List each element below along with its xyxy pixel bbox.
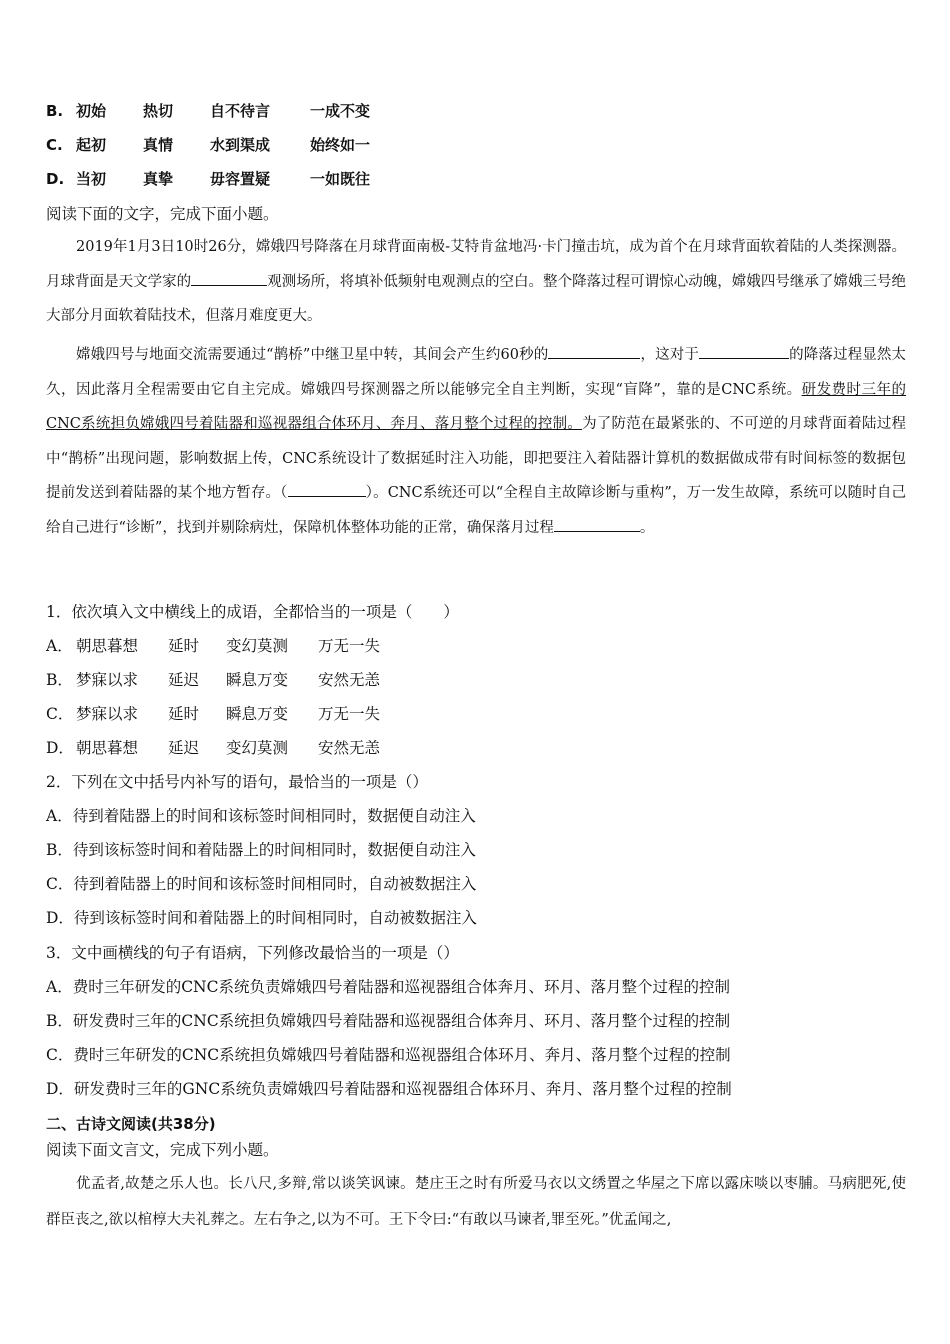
fill-blank-3 [699,344,789,359]
option-word-3: 瞬息万变 [226,705,289,723]
option-word-1: 朝思暮想 [76,637,139,655]
option-word-3: 水到渠成 [210,136,271,154]
passage-text: ）。CNC系统还可以“全程自主故障诊断与重构”，万一发生故障，系统可以随时自己给自己进行“诊断”，找到并剔除病灶，保障机体整体功能的正常，确保落月过程 [46,485,906,536]
option-word-4: 一成不变 [310,102,371,120]
passage-text: ，这对于 [640,347,700,363]
option-word-1: 梦寐以求 [76,705,139,723]
section-2-instruction: 阅读下面文言文，完成下列小题。 [46,1141,279,1159]
option-word-3: 瞬息万变 [226,671,289,689]
fill-blank-4 [554,517,640,532]
option-label: B． [46,671,73,689]
passage-paragraph-2 [46,338,906,545]
option-word-3: 毋容置疑 [210,170,271,188]
option-label: A． [46,637,73,655]
option-word-1: 初始 [76,102,107,120]
option-label: C． [46,705,74,723]
passage-text: 的降落过程显然太久，因此落月全程需要由它自主完成。嫦娥四号探测器之所以能够完全自主判断，实现“盲降”，靠的是CNC系统。 [46,347,907,398]
question-1-option-b [46,670,380,690]
option-word-1: 梦寐以求 [76,671,139,689]
option-word-3: 变幻莫测 [226,637,289,655]
fill-blank-1 [191,271,267,286]
option-word-2: 延时 [168,637,200,655]
question-2-option-c: C．待到着陆器上的时间和该标签时间相同时，自动被数据注入 [46,875,477,893]
question-2-stem: 2．下列在文中括号内补写的语句，最恰当的一项是（） [46,773,428,791]
question-3-stem: 3．文中画横线的句子有语病，下列修改最恰当的一项是（） [46,944,459,962]
question-1-option-a [46,636,380,656]
option-label: D． [46,739,74,757]
option-label: D. [46,170,65,188]
reading-instruction: 阅读下面的文字，完成下面小题。 [46,205,279,223]
question-2-option-a: A．待到着陆器上的时间和该标签时间相同时，数据便自动注入 [46,807,476,825]
option-word-4: 始终如一 [310,136,371,154]
option-word-2: 真挚 [143,170,174,188]
option-word-4: 一如既往 [310,170,371,188]
option-label: C. [46,136,63,154]
question-3-option-c: C．费时三年研发的CNC系统担负嫦娥四号着陆器和巡视器组合体环月、奔月、落月整个过程的控制 [46,1046,731,1064]
fill-blank-2 [548,344,640,359]
top-option-c [46,135,370,155]
option-word-4: 安然无恙 [318,671,381,689]
option-word-2: 延迟 [168,671,200,689]
option-word-1: 起初 [76,136,107,154]
question-1-stem: 1．依次填入文中横线上的成语，全都恰当的一项是（ ） [46,603,459,621]
fill-blank-parenthesis [288,482,366,497]
option-word-2: 延迟 [168,739,200,757]
question-3-option-b: B．研发费时三年的CNC系统担负嫦娥四号着陆器和巡视器组合体奔月、环月、落月整个过程的控制 [46,1012,731,1030]
question-3-option-a: A．费时三年研发的CNC系统负责嫦娥四号着陆器和巡视器组合体奔月、环月、落月整个过程的控制 [46,978,730,996]
question-2-option-d: D．待到该标签时间和着陆器上的时间相同时，自动被数据注入 [46,909,477,927]
question-1-option-c [46,704,380,724]
option-word-4: 万无一失 [318,705,381,723]
option-label: B. [46,102,64,120]
passage-text: 2019年1月3日10时26分，嫦娥四号降落在月球背面南极-艾特肯盆地冯·卡门撞击坑，成为首个在月球背面软着陆的人类探测器。月球背面是天文学家的 [46,239,906,290]
passage-text: 为了防范在最紧张的、不可逆的月球背面着陆过程中“鹊桥”出现问题，影响数据上传，CNC系统设计了数据延时注入功能，即把要注入着陆器计算机的数据做成带有时间标签的数据包提前发送到着陆器的某个地方暂存。（ [46,416,906,501]
passage-text: 观测场所，将填补低频射电观测点的空白。整个降落过程可谓惊心动魄，嫦娥四号继承了嫦娥三号绝大部分月面软着陆技术，但落月难度更大。 [46,273,906,324]
option-word-4: 安然无恙 [318,739,381,757]
option-word-2: 延时 [168,705,200,723]
section-2-title: 二、古诗文阅读(共38分) [46,1115,216,1133]
passage-paragraph-1 [46,230,906,334]
option-word-4: 万无一失 [318,637,381,655]
question-2-option-b: B．待到该标签时间和着陆器上的时间相同时，数据便自动注入 [46,841,476,859]
classical-passage: 优孟者,故楚之乐人也。长八尺,多辩,常以谈笑讽谏。楚庄王之时有所爱马衣以文绣置之华屋之下席以露床啖以枣脯。马病肥死,使群臣丧之,欲以棺椁大夫礼葬之。左右争之,以为不可。王下令曰:“有敢以马谏者,罪至死。”优孟闻之, [46,1176,906,1228]
option-word-2: 真情 [143,136,174,154]
option-word-2: 热切 [143,102,174,120]
option-word-3: 变幻莫测 [226,739,289,757]
passage-text: 。 [639,519,655,536]
top-option-b [46,101,370,121]
top-option-d [46,169,370,189]
question-1-option-d [46,738,380,758]
question-3-option-d: D．研发费时三年的GNC系统负责嫦娥四号着陆器和巡视器组合体环月、奔月、落月整个过程的控制 [46,1080,732,1098]
option-word-1: 朝思暮想 [76,739,139,757]
option-word-1: 当初 [76,170,107,188]
passage-text: 嫦娥四号与地面交流需要通过“鹊桥”中继卫星中转，其间会产生约60秒的 [76,347,549,363]
option-word-3: 自不待言 [210,102,271,120]
underlined-sentence: 研发费时三年的CNC系统担负嫦娥四号着陆器和巡视器组合体环月、奔月、落月整个过程的控制。 [46,381,907,432]
